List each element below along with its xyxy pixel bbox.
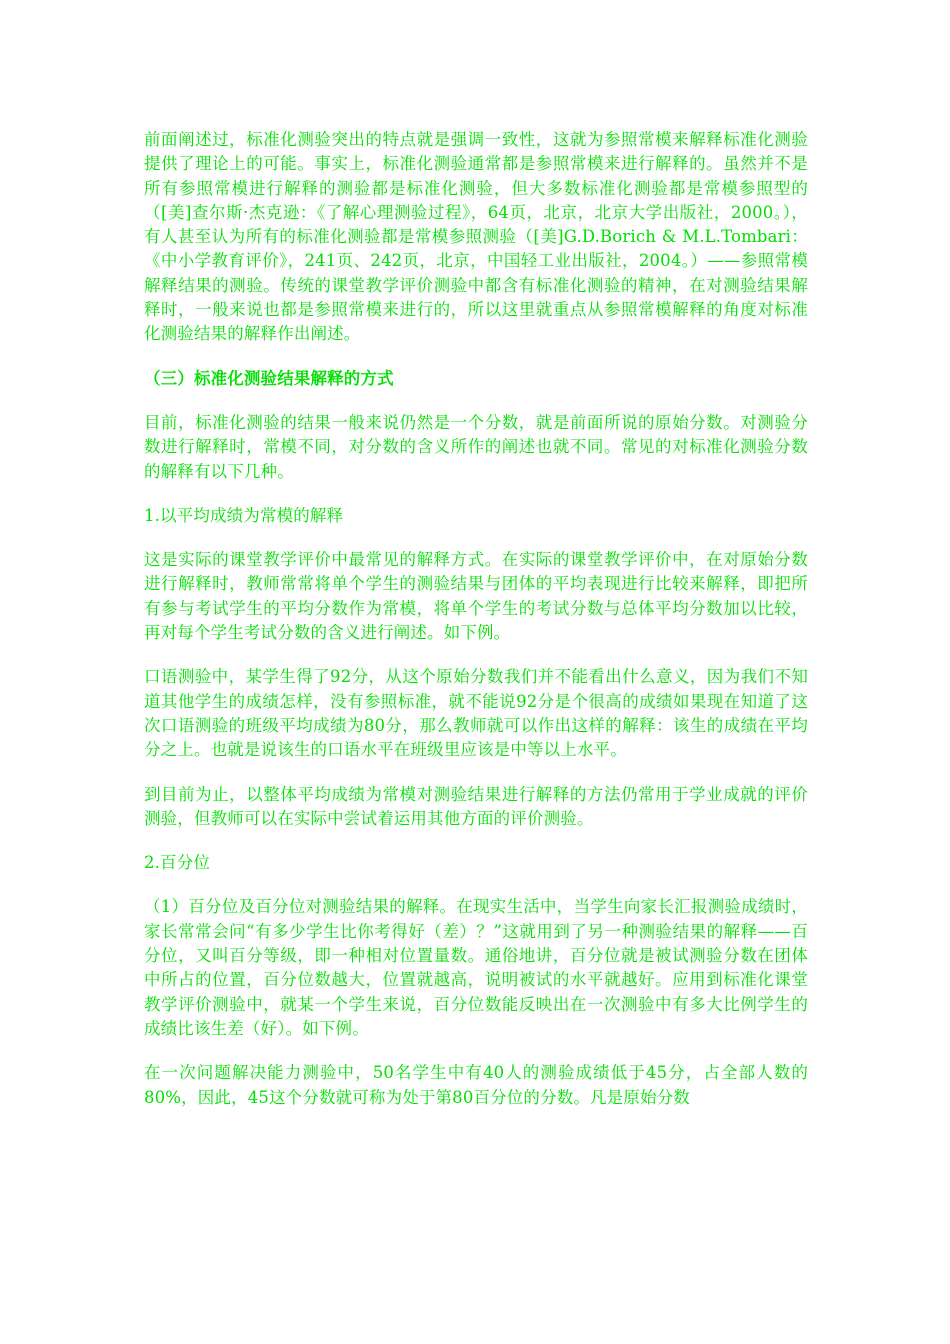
paragraph-average-usage: 到目前为止，以整体平均成绩为常模对测验结果进行解释的方法仍常用于学业成就的评价测验，但教师可以在实际中尝试着运用其他方面的评价测验。 bbox=[144, 784, 808, 828]
paragraph-average-norm: 这是实际的课堂教学评价中最常见的解释方式。在实际的课堂教学评价中，在对原始分数进行解释时，教师常常将单个学生的测验结果与团体的平均表现进行比较来解释，即把所有参与考试学生的平均分数作为常模，将单个学生的考试分数与总体平均分数加以比较，再对每个学生考试分数的含义进行阐述。如下例。 bbox=[144, 550, 808, 643]
section-heading: （三）标准化测验结果解释的方式 bbox=[144, 368, 394, 388]
subheading-average-norm: 1.以平均成绩为常模的解释 bbox=[144, 505, 344, 525]
paragraph-intro: 前面阐述过，标准化测验突出的特点就是强调一致性，这就为参照常模来解释标准化测验提供了理论上的可能。事实上，标准化测验通常都是参照常模来进行解释的。虽然并不是所有参照常模进行解释的测验都是标准化测验，但大多数标准化测验都是常模参照型的（[美]查尔斯·杰克逊：《了解心理测验过程》，64页，北京，北京大学出版社，2000。），有人甚至认为所有的标准化测验都是常模参照测验（[美]G.D.Borich & M.L.Tombari：《中小学教育评价》，241页、242页，北京，中国轻工业出版社，2004。）——参照常模解释结果的测验。传统的课堂教学评价测验中都含有标准化测验的精神，在对测验结果解释时，一般来说也都是参照常模来进行的，所以这里就重点从参照常模解释的角度对标准化测验结果的解释作出阐述。 bbox=[144, 130, 808, 344]
paragraph-percentile: （1）百分位及百分位对测验结果的解释。在现实生活中，当学生向家长汇报测验成绩时，家长常常会问“有多少学生比你考得好（差）？”这就用到了另一种测验结果的解释——百分位，又叫百分等级，即一种相对位置量数。通俗地讲，百分位就是被试测验分数在团体中所占的位置，百分位数越大，位置就越高，说明被试的水平就越好。应用到标准化课堂教学评价测验中，就某一个学生来说，百分位数能反映出在一次测验中有多大比例学生的成绩比该生差（好）。如下例。 bbox=[144, 897, 808, 1038]
paragraph-oral-test-example: 口语测验中，某学生得了92分，从这个原始分数我们并不能看出什么意义，因为我们不知道其他学生的成绩怎样，没有参照标准，就不能说92分是个很高的成绩如果现在知道了这次口语测验的班级平均成绩为80分，那么教师就可以作出这样的解释：该生的成绩在平均分之上。也就是说该生的口语水平在班级里应该是中等以上水平。 bbox=[144, 667, 808, 760]
document-body bbox=[144, 128, 808, 1130]
paragraph-percentile-example: 在一次问题解决能力测验中，50名学生中有40人的测验成绩低于45分，占全部人数的80%，因此，45这个分数就可称为处于第80百分位的分数。凡是原始分数 bbox=[144, 1063, 808, 1107]
subheading-percentile: 2.百分位 bbox=[144, 853, 210, 873]
paragraph-score-interpretation: 目前，标准化测验的结果一般来说仍然是一个分数，就是前面所说的原始分数。对测验分数进行解释时，常模不同，对分数的含义所作的阐述也就不同。常见的对标准化测验分数的解释有以下几种。 bbox=[144, 412, 808, 481]
